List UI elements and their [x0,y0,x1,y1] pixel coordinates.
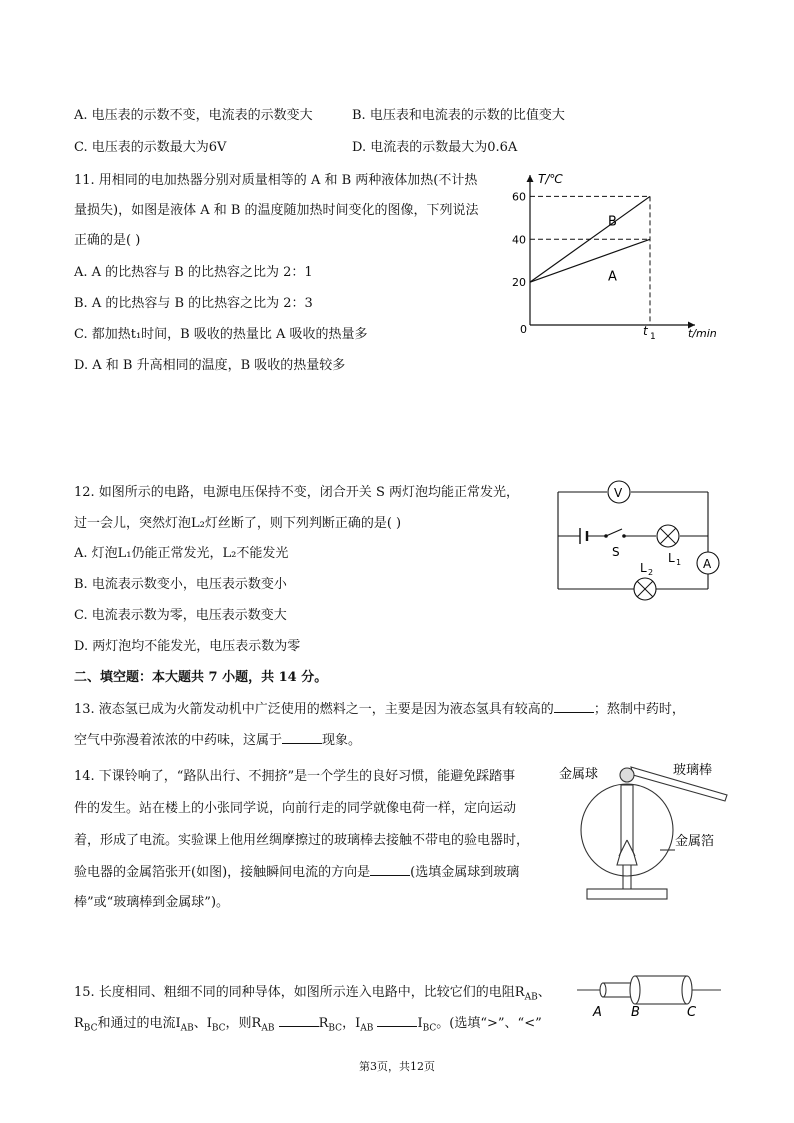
label-glass-rod: 玻璃棒 [673,763,713,778]
q14-blank[interactable] [370,863,410,876]
q15-text-1end: 、 [537,985,551,1000]
q15-text-2g: 。(选填“>”、“<” [436,1016,542,1031]
q15-line-2 [74,1012,542,1034]
q15-text-2e: ，I [342,1016,361,1031]
q13-text-2b: 现象。 [322,733,362,748]
q10-option-d: D. 电流表的示数最大为0.6A [352,140,518,155]
q15-blank-1[interactable] [279,1014,319,1027]
lamp-l2-label: L [640,561,647,575]
q15-sub-2f: BC [422,1023,437,1034]
q15-text-2d: R [318,1016,329,1031]
svg-text:A: A [703,557,712,571]
y-axis-label: T/℃ [538,172,563,186]
lamp-l2-sub: 2 [648,568,654,577]
conductor-label-c: C [687,1005,697,1020]
q15-sub-2e: AB [360,1023,374,1034]
q12-stem-1: 12. 如图所示的电路，电源电压保持不变，闭合开关 S 两灯泡均能正常发光， [74,485,519,500]
x-axis-label: t/min [688,327,717,340]
q11-stem-2: 量损失)，如图是液体 A 和 B 的温度随加热时间变化的图像，下列说法 [74,203,479,218]
q15-r-sub: BC [83,1023,98,1034]
temperature-time-chart [500,165,730,350]
q15-sub-2a: AB [180,1023,194,1034]
switch-contact [622,534,626,538]
conductor-label-a: A [593,1005,602,1020]
q14-line-4 [74,861,519,880]
q12-option-a: A. 灯泡L₁仍能正常发光，L₂不能发光 [74,546,289,561]
circuit-diagram [550,478,725,603]
metal-ball [620,768,634,782]
x-tick-t1-sub: 1 [650,332,656,342]
switch-label: S [612,545,620,559]
q11-stem-3: 正确的是( ) [74,233,141,248]
q13-blank-2[interactable] [282,731,322,744]
q13-blank-1[interactable] [554,700,594,713]
q14-line-2: 件的发生。站在楼上的小张同学说，向前行走的同学就像电荷一样，定向运动 [74,801,517,816]
q15-text-2a: 和通过的电流I [97,1016,181,1031]
q15-r: R [74,1016,84,1031]
page-footer: 第3页，共12页 [359,1060,435,1073]
voltmeter [608,481,630,503]
ammeter [697,552,719,574]
q15-sub-2b: BC [211,1023,226,1034]
q15-text-2b: 、I [193,1016,212,1031]
lamp-l1 [657,525,679,547]
q12-stem-2: 过一会儿，突然灯泡L₂灯丝断了，则下列判断正确的是( ) [74,516,402,531]
label-metal-foil: 金属箔 [675,834,715,849]
svg-text:V: V [614,486,623,500]
q15-text-1: 15. 长度相同、粗细不同的同种导体，如图所示连入电路中，比较它们的电阻R [74,985,525,1000]
y-tick-20: 20 [512,276,526,290]
y-tick-40: 40 [512,233,526,247]
q14-line-1: 14. 下课铃响了，“路队出行、不拥挤”是一个学生的良好习惯，能避免踩踏事 [74,769,516,784]
q13-text-1a: 13. 液态氢已成为火箭发动机中广泛使用的燃料之一，主要是因为液态氢具有较高的 [74,702,554,717]
q15-blank-2[interactable] [377,1014,417,1027]
q13-text-2a: 空气中弥漫着浓浓的中药味，这属于 [74,733,283,748]
q14-text-4b: (选填金属球到玻璃 [410,865,520,880]
lamp-l1-label: L [668,551,675,565]
series-line-A [530,239,650,282]
lamp-l1-sub: 1 [676,558,682,567]
q14-line-5: 棒”或“玻璃棒到金属球”)。 [74,895,230,910]
q15-sub-2d: BC [328,1023,343,1034]
section-heading: 二、填空题：本大题共 7 小题，共 14 分。 [74,670,328,685]
q11-stem-1: 11. 用相同的电加热器分别对质量相等的 A 和 B 两种液体加热(不计热 [74,173,478,188]
q15-sub-2c: AB [261,1023,275,1034]
q11-option-d: D. A 和 B 升高相同的温度，B 吸收的热量较多 [74,358,346,373]
q13-line-1 [74,698,685,717]
q10-option-c: C. 电压表的示数最大为6V [74,140,227,155]
q11-option-b: B. A 的比热容与 B 的比热容之比为 2：3 [74,296,313,311]
label-metal-ball: 金属球 [559,767,599,782]
q13-line-2 [74,729,361,748]
q15-line-1 [74,981,551,1003]
q14-text-4a: 验电器的金属箔张开(如图)，接触瞬间电流的方向是 [74,865,371,880]
q15-text-2c: ，则R [225,1016,262,1031]
q12-option-d: D. 两灯泡均不能发光，电压表示数为零 [74,639,301,654]
q10-option-b: B. 电压表和电流表的示数的比值变大 [352,108,565,123]
x-tick-t1: t [643,324,648,338]
y-tick-60: 60 [512,190,526,204]
series-label-B: B [608,214,617,230]
electroscope-diagram [555,755,735,915]
switch-pivot [604,534,608,538]
q11-option-a: A. A 的比热容与 B 的比热容之比为 2：1 [74,265,313,280]
origin-label: 0 [520,323,527,336]
conductor-label-b: B [631,1005,640,1020]
q15-text-2f: I [417,1016,423,1031]
q12-option-b: B. 电流表示数变小，电压表示数变小 [74,577,287,592]
q13-text-1b: ；熬制中药时， [593,702,685,717]
q15-sub-1: AB [524,992,538,1003]
q14-line-3: 着，形成了电流。实验课上他用丝绸摩擦过的玻璃棒去接触不带电的验电器时， [74,833,530,848]
q12-option-c: C. 电流表示数为零，电压表示数变大 [74,608,287,623]
series-label-A: A [608,269,617,285]
q10-option-a: A. 电压表的示数不变，电流表的示数变大 [74,108,313,123]
conductor-diagram [575,970,725,1022]
q11-option-c: C. 都加热t₁时间，B 吸收的热量比 A 吸收的热量多 [74,327,368,342]
lamp-l2 [634,578,656,600]
